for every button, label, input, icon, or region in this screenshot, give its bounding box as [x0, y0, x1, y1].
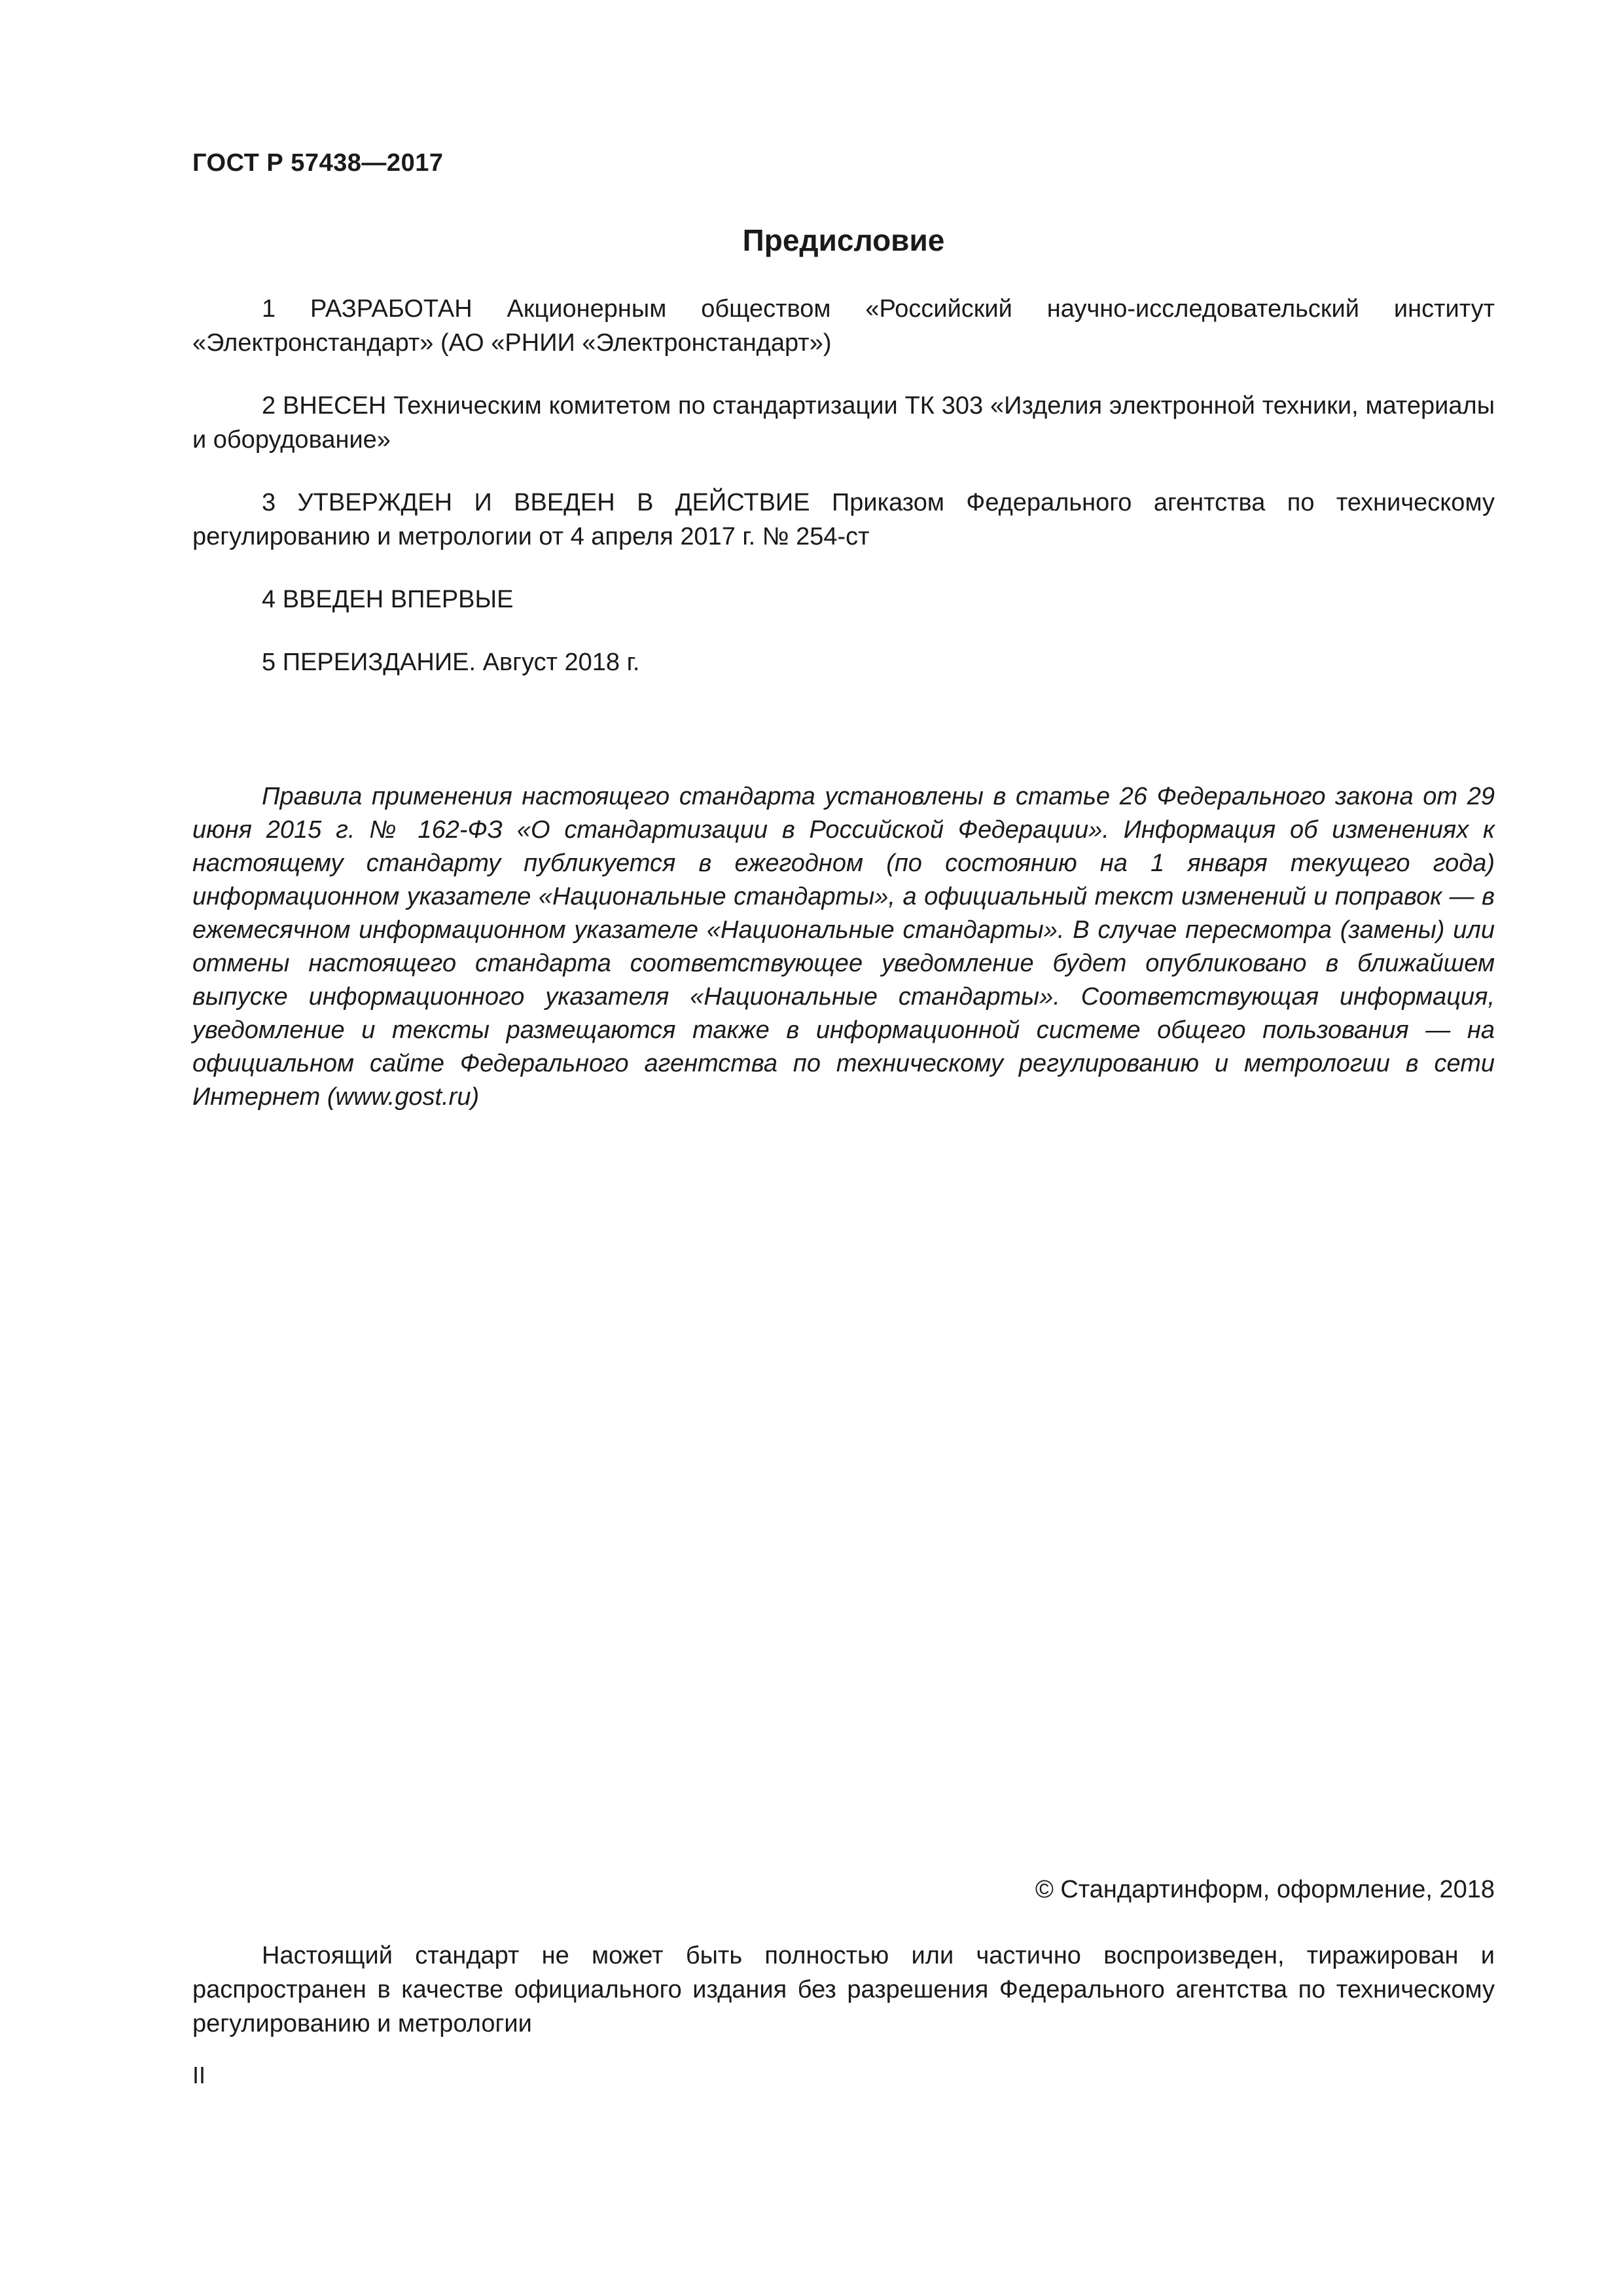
foreword-item-submitted: 2 ВНЕСЕН Техническим комитетом по стандартизации ТК 303 «Изделия электронной техники, материалы и оборудование»: [192, 392, 1495, 454]
reproduction-rights-notice: Настоящий стандарт не может быть полностью или частично воспроизведен, тиражирован и распространен в качестве официального издания без разрешения Федерального агентства по техническому регулированию и метрологии: [192, 1942, 1495, 2037]
foreword-item-reissue: 5 ПЕРЕИЗДАНИЕ. Август 2018 г.: [262, 649, 640, 676]
page-number: II: [192, 2062, 206, 2089]
copyright-notice: © Стандартинформ, оформление, 2018: [1035, 1876, 1495, 1903]
page-title: Предисловие: [742, 223, 945, 257]
application-rules-notice: Правила применения настоящего стандарта установлены в статье 26 Федерального закона от 29 июня 2015 г. № 162-ФЗ «О стандартизации в Российской Федерации». Информация об изменениях к настоящему стандарту публикуется в ежегодном (по состоянию на 1 января текущего года) информационном указателе «Национальные стандарты», а официальный текст изменений и поправок — в ежемесячном информационном указателе «Национальные стандарты». В случае пересмотра (замены) или отмены настоящего стандарта соответствующее уведомление будет опубликовано в ближайшем выпуске информационного указателя «Национальные стандарты». Соответствующая информация, уведомление и тексты размещаются также в информационной системе общего пользования — на официальном сайте Федерального агентства по техническому регулированию и метрологии в сети Интернет (www.gost.ru): [192, 783, 1495, 1111]
standard-code-header: ГОСТ Р 57438—2017: [192, 149, 444, 177]
foreword-items: [192, 292, 1495, 708]
foreword-item-approved: 3 УТВЕРЖДЕН И ВВЕДЕН В ДЕЙСТВИЕ Приказом Федерального агентства по техническому регулированию и метрологии от 4 апреля 2017 г. № 254-ст: [192, 489, 1495, 550]
foreword-item-introduced: 4 ВВЕДЕН ВПЕРВЫЕ: [262, 586, 514, 613]
foreword-item-developed: 1 РАЗРАБОТАН Акционерным обществом «Российский научно-исследовательский институт «Электронстандарт» (АО «РНИИ «Электронстандарт»): [192, 295, 1495, 357]
